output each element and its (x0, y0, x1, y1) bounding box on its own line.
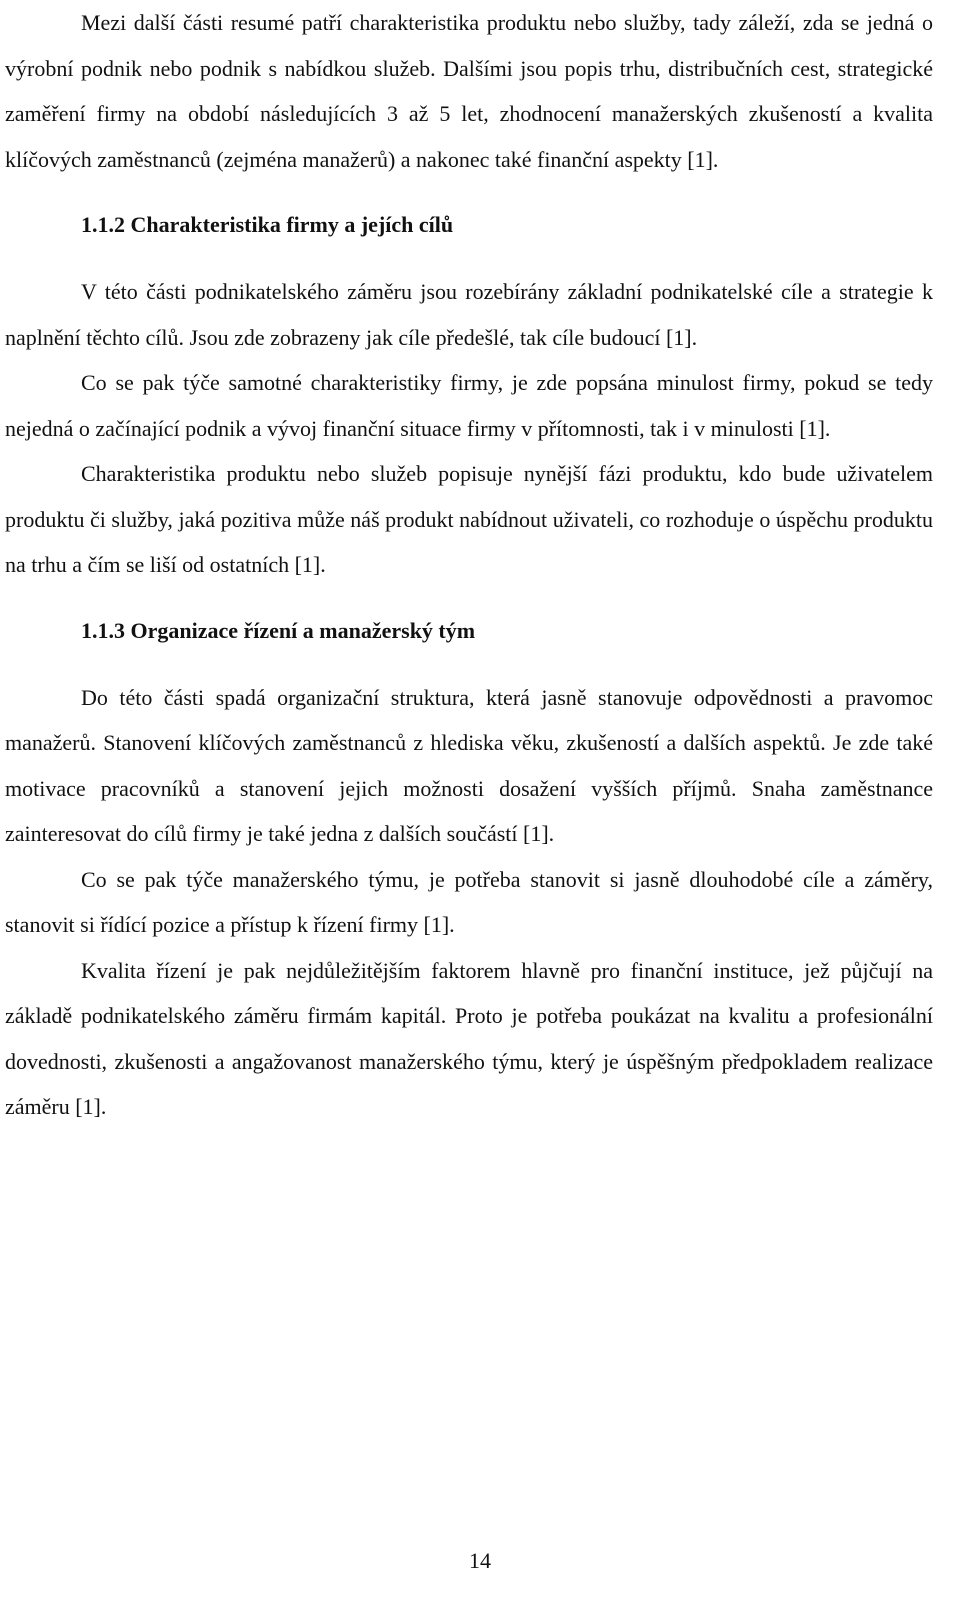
intro-paragraph: Mezi další části resumé patří charakteristika produktu nebo služby, tady záleží, zda se jedná o výrobní podnik nebo podnik s nabídkou služeb. Dalšími jsou popis trhu, distribučních cest, strategické zaměření firmy na období následujících 3 až 5 let, zhodnocení manažerských zkušeností a kvalita klíčových zaměstnanců (zejména manažerů) a nakonec také finanční aspekty [1]. (5, 10, 933, 172)
document-page (5, 0, 933, 1130)
spacer (5, 653, 933, 675)
paragraph-goals: V této části podnikatelského záměru jsou rozebírány základní podnikatelské cíle a strategie k naplnění těchto cílů. Jsou zde zobrazeny jak cíle předešlé, tak cíle budoucí [1]. (5, 279, 933, 350)
spacer (5, 247, 933, 269)
section-heading-1-1-3: 1.1.3 Organizace řízení a manažerský tým (81, 617, 476, 643)
paragraph-management-quality: Kvalita řízení je pak nejdůležitějším faktorem hlavně pro finanční instituce, jež půjčují na základě podnikatelského záměru firmám kapitál. Proto je potřeba poukázat na kvalitu a profesionální dovednosti, zkušenosti a angažovanost manažerského týmu, který je úspěšným předpokladem realizace záměru [1]. (5, 957, 933, 1119)
spacer (5, 588, 933, 608)
paragraph-company-characteristics: Co se pak týče samotné charakteristiky firmy, je zde popsána minulost firmy, pokud se tedy nejedná o začínající podnik a vývoj finanční situace firmy v přítomnosti, tak i v minulosti [1]. (5, 370, 933, 441)
paragraph-product-characteristics: Charakteristika produktu nebo služeb popisuje nynější fázi produktu, kdo bude uživatelem produktu či služby, jaká pozitiva může náš produkt nabídnout uživateli, co rozhoduje o úspěchu produktu na trhu a čím se liší od ostatních [1]. (5, 461, 933, 577)
spacer (5, 182, 933, 202)
paragraph-organization-structure: Do této části spadá organizační struktura, která jasně stanovuje odpovědnosti a pravomoc manažerů. Stanovení klíčových zaměstnanců z hlediska věku, zkušeností a dalších aspektů. Je zde také motivace pracovníků a stanovení jejich možnosti dosažení vyšších příjmů. Snaha zaměstnance zainteresovat do cílů firmy je také jedna z dalších součástí [1]. (5, 684, 933, 846)
page-number: 14 (469, 1548, 491, 1573)
paragraph-management-team: Co se pak týče manažerského týmu, je potřeba stanovit si jasně dlouhodobé cíle a záměry, stanovit si řídící pozice a přístup k řízení firmy [1]. (5, 866, 933, 937)
section-heading-1-1-2: 1.1.2 Charakteristika firmy a jejích cílů (81, 212, 454, 237)
